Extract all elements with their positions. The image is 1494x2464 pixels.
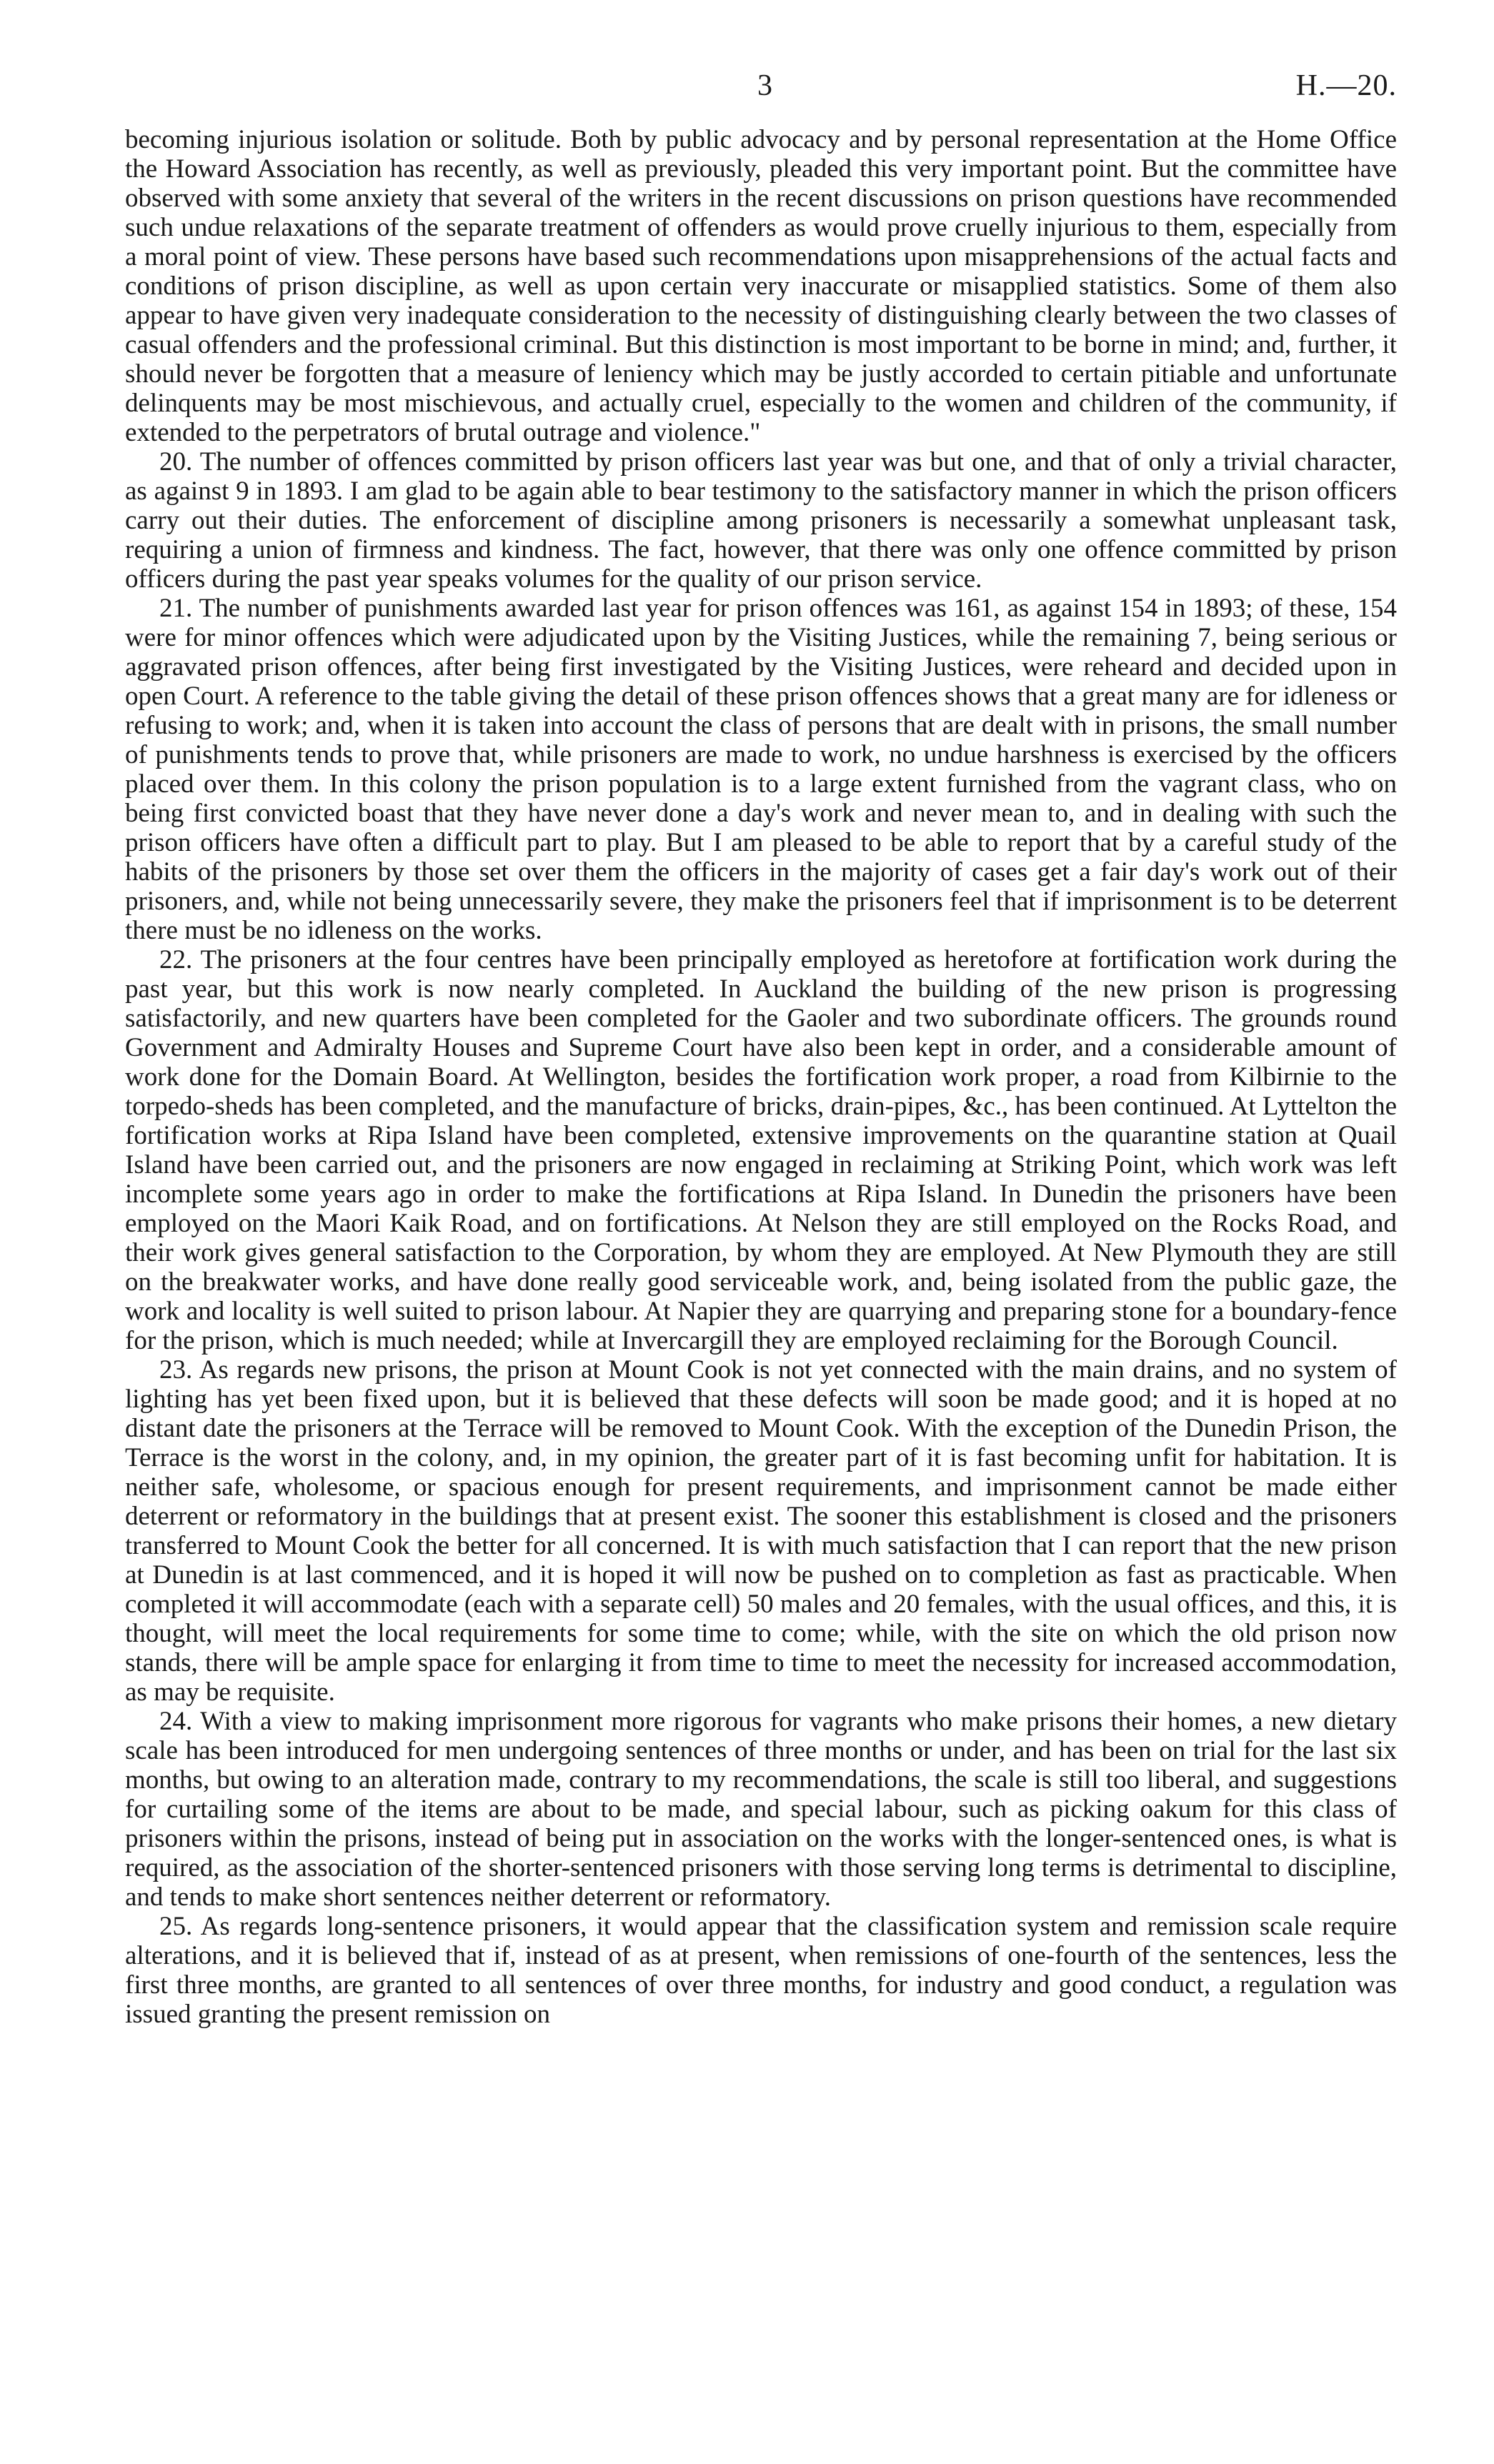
paragraph-25: 25. As regards long-sentence prisoners, it would appear that the classification system and remission scale require alterations, and it is believed that if, instead of as at present, when remissions of one-fourth of the sentences, less the first three months, are granted to all sentences of over three months, for industry and good conduct, a regulation was issued granting the present remission on	[125, 1912, 1397, 2029]
paragraph-23: 23. As regards new prisons, the prison at Mount Cook is not yet connected with the main drains, and no system of lighting has yet been fixed upon, but it is believed that these defects will soon be made good; and it is hoped at no distant date the prisoners at the Terrace will be removed to Mount Cook. With the exception of the Dunedin Prison, the Terrace is the worst in the colony, and, in my opinion, the greater part of it is fast becoming unfit for habitation. It is neither safe, wholesome, or spacious enough for present requirements, and imprisonment cannot be made either deterrent or reformatory in the buildings that at present exist. The sooner this establishment is closed and the prisoners transferred to Mount Cook the better for all concerned. It is with much satisfaction that I can report that the new prison at Dunedin is at last commenced, and it is hoped it will now be pushed on to completion as fast as practicable. When completed it will accommodate (each with a separate cell) 50 males and 20 females, with the usual offices, and this, it is thought, will meet the local requirements for some time to come; while, with the site on which the old prison now stands, there will be ample space for enlarging it from time to time to meet the necessity for increased accommodation, as may be requisite.	[125, 1355, 1397, 1707]
paragraph-20: 20. The number of offences committed by prison officers last year was but one, and that of only a trivial character, as against 9 in 1893. I am glad to be again able to bear testimony to the satisfactory manner in which the prison officers carry out their duties. The enforcement of discipline among prisoners is necessarily a somewhat unpleasant task, requiring a union of firmness and kindness. The fact, however, that there was only one offence committed by prison officers during the past year speaks volumes for the quality of our prison service.	[125, 447, 1397, 594]
paragraph-24: 24. With a view to making imprisonment more rigorous for vagrants who make prisons their homes, a new dietary scale has been introduced for men undergoing sentences of three months or under, and has been on trial for the last six months, but owing to an alteration made, contrary to my recommendations, the scale is still too liberal, and suggestions for curtailing some of the items are about to be made, and special labour, such as picking oakum for this class of prisoners within the prisons, instead of being put in association on the works with the longer-sentenced ones, is what is required, as the association of the shorter-sentenced prisoners with those serving long terms is detrimental to discipline, and tends to make short sentences neither deterrent or reformatory.	[125, 1707, 1397, 1912]
document-page	[125, 68, 1397, 2029]
document-reference: H.—20.	[1295, 69, 1397, 102]
page-number: 3	[757, 69, 772, 102]
paragraph-21: 21. The number of punishments awarded last year for prison offences was 161, as against 154 in 1893; of these, 154 were for minor offences which were adjudicated upon by the Visiting Justices, while the remaining 7, being serious or aggravated prison offences, after being first investigated by the Visiting Justices, were reheard and decided upon in open Court. A reference to the table giving the detail of these prison offences shows that a great many are for idleness or refusing to work; and, when it is taken into account the class of persons that are dealt with in prisons, the small number of punishments tends to prove that, while prisoners are made to work, no undue harshness is exercised by the officers placed over them. In this colony the prison population is to a large extent furnished from the vagrant class, who on being first convicted boast that they have never done a day's work and never mean to, and in dealing with such the prison officers have often a difficult part to play. But I am pleased to be able to report that by a careful study of the habits of the prisoners by those set over them the officers in the majority of cases get a fair day's work out of their prisoners, and, while not being unnecessarily severe, they make the prisoners feel that if imprisonment is to be deterrent there must be no idleness on the works.	[125, 594, 1397, 945]
paragraph-22: 22. The prisoners at the four centres have been principally employed as heretofore at fortification work during the past year, but this work is now nearly completed. In Auckland the building of the new prison is progressing satisfactorily, and new quarters have been completed for the Gaoler and two subordinate officers. The grounds round Government and Admiralty Houses and Supreme Court have also been kept in order, and a considerable amount of work done for the Domain Board. At Wellington, besides the fortification work proper, a road from Kilbirnie to the torpedo-sheds has been completed, and the manufacture of bricks, drain-pipes, &c., has been continued. At Lyttelton the fortification works at Ripa Island have been completed, extensive improvements on the quarantine station at Quail Island have been carried out, and the prisoners are now engaged in reclaiming at Striking Point, which work was left incomplete some years ago in order to make the fortifications at Ripa Island. In Dunedin the prisoners have been employed on the Maori Kaik Road, and on fortifications. At Nelson they are still employed on the Rocks Road, and their work gives general satisfaction to the Corporation, by whom they are employed. At New Plymouth they are still on the breakwater works, and have done really good serviceable work, and, being isolated from the public gaze, the work and locality is well suited to prison labour. At Napier they are quarrying and preparing stone for a boundary-fence for the prison, which is much needed; while at Invercargill they are employed reclaiming for the Borough Council.	[125, 945, 1397, 1355]
paragraph-continued: becoming injurious isolation or solitude. Both by public advocacy and by personal representation at the Home Office the Howard Association has recently, as well as previously, pleaded this very important point. But the committee have observed with some anxiety that several of the writers in the recent discussions on prison questions have recommended such undue relaxations of the separate treatment of offenders as would prove cruelly injurious to them, especially from a moral point of view. These persons have based such recommendations upon misapprehensions of the actual facts and conditions of prison discipline, as well as upon certain very inaccurate or misapplied statistics. Some of them also appear to have given very inadequate consideration to the necessity of distinguishing clearly between the two classes of casual offenders and the professional criminal. But this distinction is most important to be borne in mind; and, further, it should never be forgotten that a measure of leniency which may be justly accorded to certain pitiable and unfortunate delinquents may be most mischievous, and actually cruel, especially to the women and children of the community, if extended to the perpetrators of brutal outrage and violence."	[125, 125, 1397, 447]
body-text	[125, 125, 1397, 2029]
page-header	[125, 68, 1397, 125]
